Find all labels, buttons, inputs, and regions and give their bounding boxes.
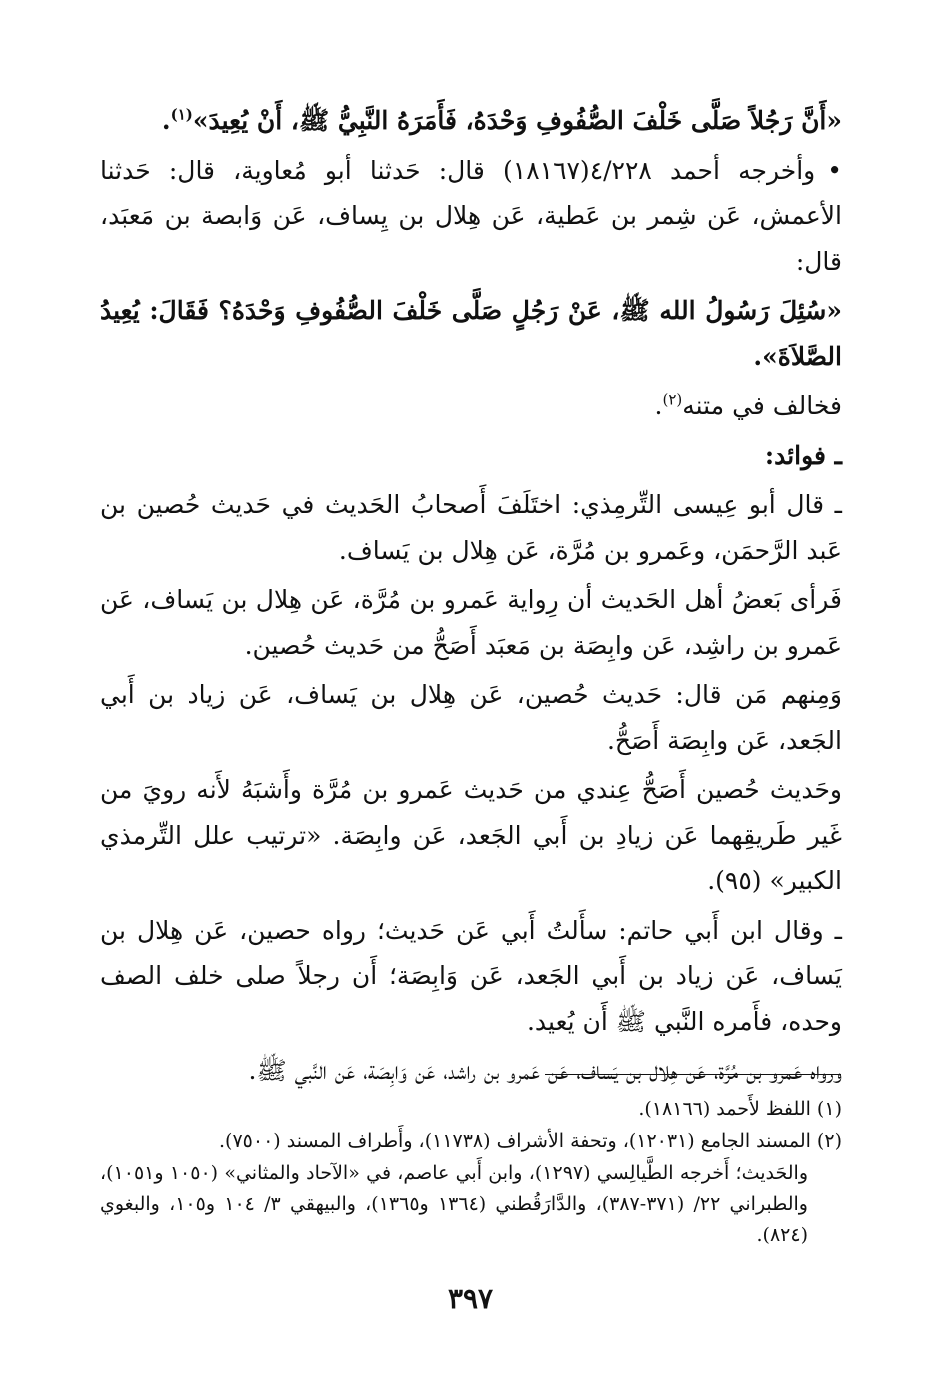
note-paragraph-text: فخالف في متنه xyxy=(682,391,842,420)
footnote-divider xyxy=(545,1074,841,1075)
note-paragraph xyxy=(100,383,842,429)
footnote-marker-2: (٢) xyxy=(662,390,683,409)
note-paragraph-end: . xyxy=(654,391,663,420)
footnote-2: (٢) المسند الجامع (١٢٠٣١)، وتحفة الأشراف (١١٧٣٨)، وأَطراف المسند (٧٥٠٠). xyxy=(219,1130,842,1152)
bullet-icon: • xyxy=(827,155,842,185)
footnote-1: (١) اللفظ لأَحمد (١٨١٦٦). xyxy=(638,1098,842,1120)
paragraph-amr-narration: ورواه عَمرو بن مُرَّة، عَن هِلال بن يَساف، عَن عَمرو بن راشد، عَن وَابِصَة، عَن النَّبي ﷺ. xyxy=(248,1056,842,1085)
isnad-paragraph xyxy=(100,148,842,285)
hadith-text-2: «سُئِلَ رَسُولُ الله ﷺ، عَنْ رَجُلٍ صَلَّى خَلْفَ الصُّفُوفِ وَحْدَهُ؟ فَقَالَ: يُعِيدُ الصَّلاَةَ». xyxy=(100,296,842,371)
paragraph-ibn-abi-hatim: ـ وقال ابن أَبي حاتم: سأَلتُ أَبي عَن حَديث؛ رواه حصين، عَن هِلال بن يَساف، عَن زياد بن أَبي الجَعد، عَن وَابِصَة؛ أَن رجلاً صلى خلف الصف وحده، فأَمره النَّبي ﷺ أَن يُعيد. xyxy=(100,915,842,1036)
hadith-text-1-body: «أَنَّ رَجُلاً صَلَّى خَلْفَ الصُّفُوفِ وَحْدَهُ، فَأَمَرَهُ النَّبِيُّ ﷺ، أَنْ يُعِيدَ» xyxy=(192,106,842,135)
section-heading: ـ فوائد: xyxy=(764,440,842,470)
isnad-paragraph-text: وأخرجه أحمد ٤/٢٢٨(١٨١٦٧) قال: حَدثنا أبو مُعاوية، قال: حَدثنا الأعمش، عَن شِمر بن عَطية، عَن هِلال بن يِساف، عَن وَابصة بن مَعبَد، قال: xyxy=(100,155,842,276)
hadith-text-1-end: . xyxy=(161,106,171,135)
footnote-marker-1: (١) xyxy=(170,105,193,124)
hadith-text-1 xyxy=(100,98,842,144)
footnote-2-continuation: والحَديث؛ أَخرجه الطَّيالِسي (١٢٩٧)، وابن أَبي عاصم، في «الآحاد والمثاني» (١٠٥٠ و١٠٥١)، والطبراني ٢٢/ (٣٧١-٣٨٧)، والدَّارَقُطني (١٣٦٤ و١٣٦٥)، والبيهقي ٣/ ١٠٤ و١٠٥، والبغوي (٨٢٤). xyxy=(100,1162,808,1246)
paragraph-opinion-1: فَرأى بَعضُ أهل الحَديث أن رِواية عَمرو بن مُرَّة، عَن هِلال بن يَساف، عَن عَمرو بن راشِد، عَن وابِصَة بن مَعبَد أَصَحُّ من حَديث حُصين. xyxy=(100,585,842,660)
main-text xyxy=(100,98,842,1098)
paragraph-tirmidhi: ـ قال أبو عِيسى التِّرمِذي: اختَلَفَ أَصحابُ الحَديث في حَديث حُصين بن عَبد الرَّحمَن، وعَمرو بن مُرَّة، عَن هِلال بن يَساف. xyxy=(100,490,842,565)
page-number: ٣٩٧ xyxy=(447,1282,494,1315)
footnotes xyxy=(100,1094,842,1252)
paragraph-conclusion: وحَديث حُصين أَصَحُّ عِندي من حَديث عَمرو بن مُرَّة وأَشبَهُ لأَنه رويَ من غَير طَريقِهما عَن زيادِ بن أَبي الجَعد، عَن وابِصَة. «ترتيب علل التِّرمذي الكبير» (٩٥). xyxy=(100,775,842,895)
paragraph-opinion-2: وَمِنهم مَن قال: حَديث حُصين، عَن هِلال بن يَساف، عَن زياد بن أَبي الجَعد، عَن وابِصَة أَصَحُّ. xyxy=(100,680,842,755)
